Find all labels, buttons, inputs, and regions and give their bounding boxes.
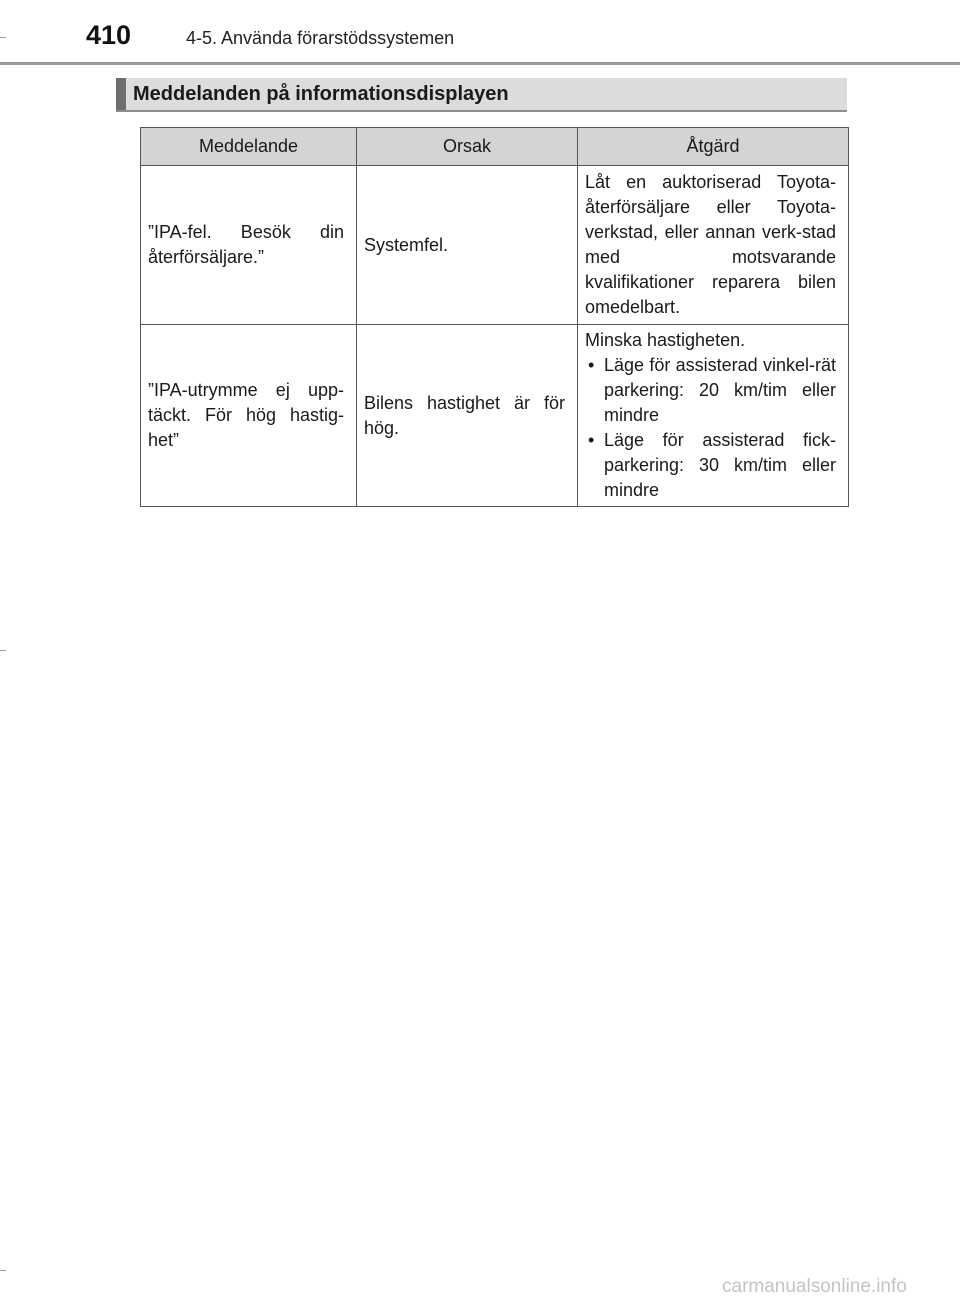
cell-cause: Bilens hastighet är för hög.: [357, 325, 578, 507]
header-rule: [0, 62, 960, 65]
table-header-row: [141, 128, 849, 166]
cell-cause: Systemfel.: [357, 166, 578, 325]
section-title: Meddelanden på informationsdisplayen: [133, 83, 509, 105]
column-header-action: Åtgärd: [578, 128, 849, 166]
running-title: 4-5. Använda förarstödssystemen: [186, 28, 455, 48]
action-bullet: • Läge för assisterad vinkel-rät parkering: 20 km/tim eller mindre: [585, 353, 836, 428]
column-header-message: Meddelande: [141, 128, 357, 166]
cell-message: ”IPA-utrymme ej upp-täckt. För hög hastig-het”: [141, 325, 357, 507]
cell-message: ”IPA-fel. Besök din återförsäljare.”: [141, 166, 357, 325]
column-header-cause: Orsak: [357, 128, 578, 166]
message-table: [140, 127, 849, 507]
table-row: [141, 166, 849, 325]
action-heading: Minska hastigheten.: [585, 330, 746, 350]
action-bullet-list: [585, 353, 836, 503]
crop-mark: [0, 650, 6, 651]
cell-action: [578, 325, 849, 507]
footer-watermark: carmanualsonline.info: [722, 1276, 907, 1297]
crop-mark: [0, 1270, 6, 1271]
section-tab-marker: [116, 78, 126, 110]
page-number: 410: [86, 20, 132, 50]
cell-action: Låt en auktoriserad Toyota-återförsäljare eller Toyota-verkstad, eller annan verk-stad med motsvarande kvalifikationer reparera bilen omedelbart.: [578, 166, 849, 325]
action-bullet: • Läge för assisterad fick-parkering: 30 km/tim eller mindre: [585, 428, 836, 503]
table-row: [141, 325, 849, 507]
section-heading-bar: [116, 78, 847, 112]
crop-mark: [0, 37, 6, 38]
